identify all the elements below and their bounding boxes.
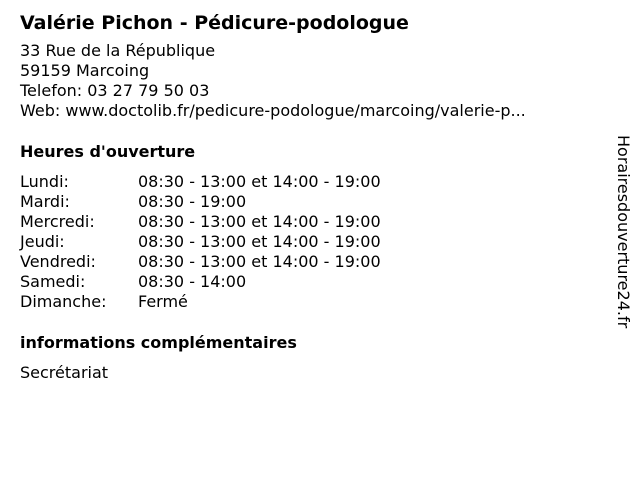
day-label: Jeudi: (20, 232, 65, 251)
day-label: Mercredi: (20, 212, 95, 231)
opening-hours-table (20, 172, 600, 312)
day-label: Lundi: (20, 172, 69, 191)
time-range: 08:30 - 13:00 et 14:00 - 19:00 (138, 252, 381, 271)
business-card (20, 9, 600, 383)
time-range: 08:30 - 13:00 et 14:00 - 19:00 (138, 212, 381, 231)
hours-row-friday (20, 252, 600, 272)
business-title: Valérie Pichon - Pédicure-podologue (20, 12, 409, 34)
address-city: 59159 Marcoing (20, 61, 150, 80)
hours-row-wednesday (20, 212, 600, 232)
hours-row-tuesday (20, 192, 600, 212)
hours-row-saturday (20, 272, 600, 292)
additional-info-text: Secrétariat (20, 363, 109, 382)
opening-hours-heading: Heures d'ouverture (20, 142, 196, 161)
hours-row-thursday (20, 232, 600, 252)
additional-info-heading: informations complémentaires (20, 333, 297, 352)
address-street: 33 Rue de la République (20, 41, 216, 60)
website-link[interactable]: Web: www.doctolib.fr/pedicure-podologue/marcoing/valerie-p... (20, 101, 526, 120)
site-watermark: Horairesdouverture24.fr (614, 135, 633, 329)
day-label: Vendredi: (20, 252, 96, 271)
hours-row-sunday (20, 292, 600, 312)
phone-number[interactable]: Telefon: 03 27 79 50 03 (20, 81, 210, 100)
day-label: Dimanche: (20, 292, 107, 311)
time-range: 08:30 - 14:00 (138, 272, 247, 291)
time-range: 08:30 - 13:00 et 14:00 - 19:00 (138, 232, 381, 251)
day-label: Mardi: (20, 192, 70, 211)
time-range: 08:30 - 13:00 et 14:00 - 19:00 (138, 172, 381, 191)
time-range: Fermé (138, 292, 188, 311)
day-label: Samedi: (20, 272, 86, 291)
hours-row-monday (20, 172, 600, 192)
time-range: 08:30 - 19:00 (138, 192, 247, 211)
